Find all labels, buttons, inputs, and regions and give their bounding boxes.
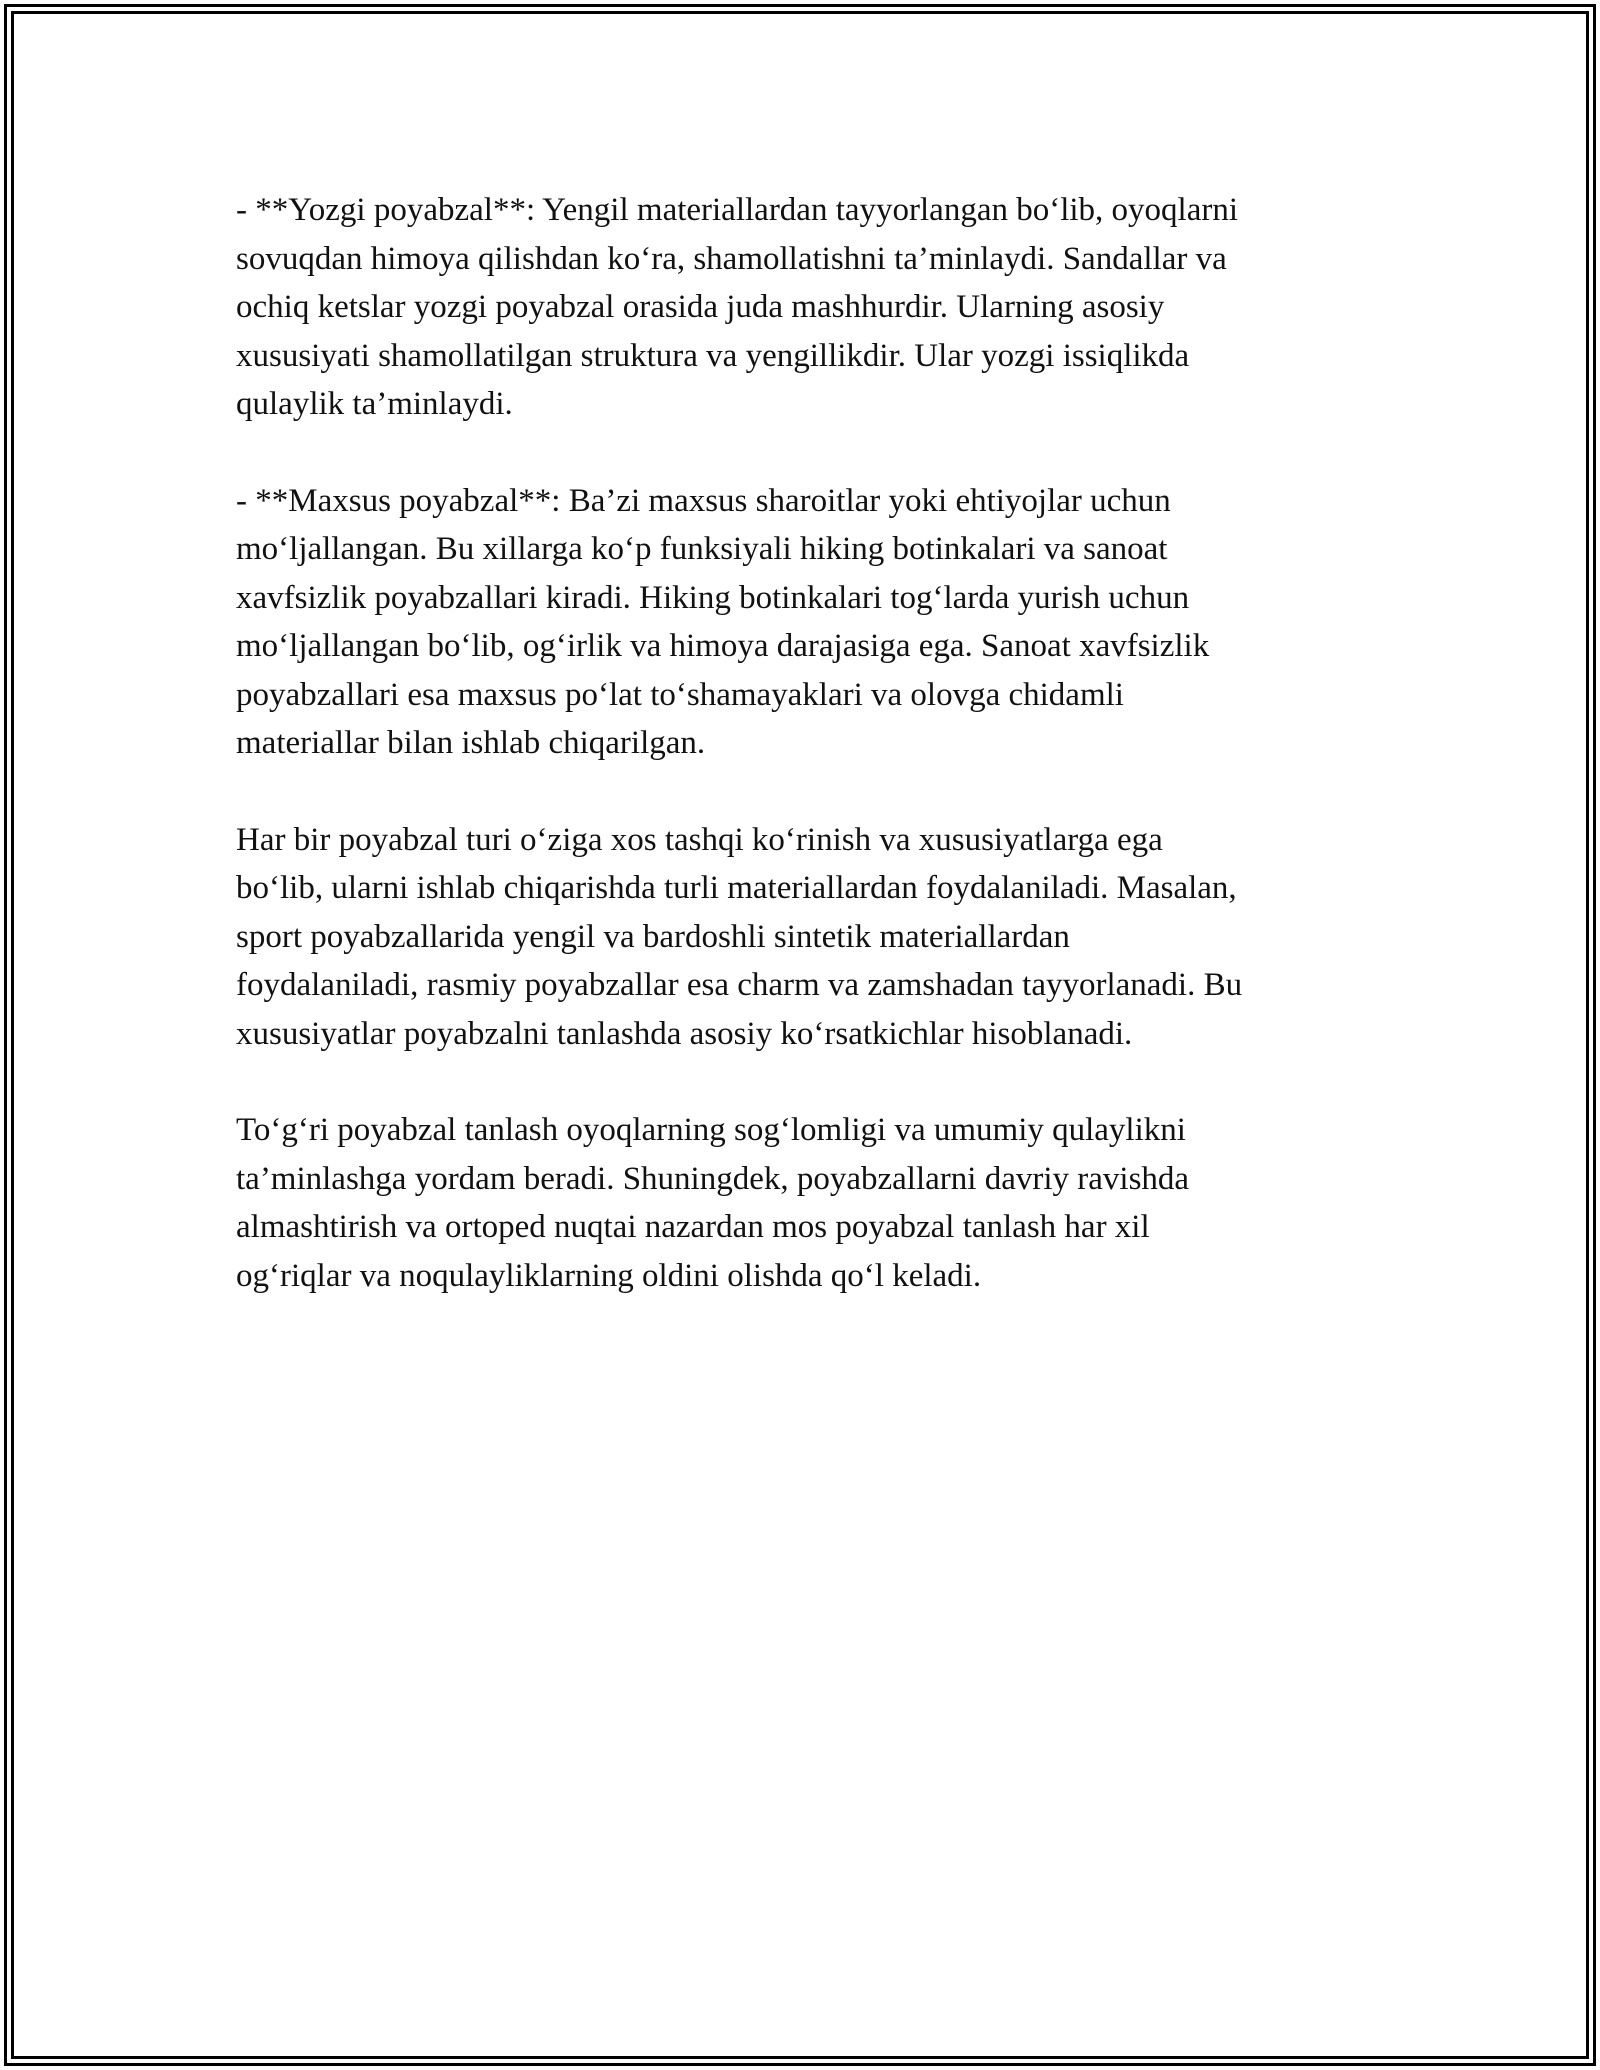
text-line: foydalaniladi, rasmiy poyabzallar esa charm va zamshadan tayyorlanadi. Bu [236,967,1243,1003]
text-line: ta’minlashga yordam beradi. Shuningdek, poyabzallarni davriy ravishda [236,1160,1190,1197]
text-line: - **Yozgi poyabzal**: Yengil materiallardan tayyorlangan bo‘lib, oyoqlarni [236,192,1239,228]
paragraph-footwear-types [236,816,1364,1059]
paragraph-summer-footwear [236,186,1364,429]
text-line: qulaylik ta’minlaydi. [236,386,513,422]
text-line: ochiq ketslar yozgi poyabzal orasida juda mashhurdir. Ularning asosiy [236,289,1165,325]
text-line: xususiyatlar poyabzalni tanlashda asosiy ko‘rsatkichlar hisoblanadi. [236,1015,1133,1052]
text-line: og‘riqlar va noqulayliklarning oldini olishda qo‘l keladi. [236,1257,982,1294]
text-line: sport poyabzallarida yengil va bardoshli sintetik materiallardan [236,918,1070,955]
text-line: To‘g‘ri poyabzal tanlash oyoqlarning sog‘lomligi va umumiy qulaylikni [236,1112,1186,1148]
text-line: sovuqdan himoya qilishdan ko‘ra, shamollatishni ta’minlaydi. Sandallar va [236,240,1227,277]
document-body [236,186,1364,1348]
text-line: xususiyati shamollatilgan struktura va yengillikdir. Ular yozgi issiqlikda [236,337,1190,374]
text-line: materiallar bilan ishlab chiqarilgan. [236,725,706,761]
text-line: bo‘lib, ularni ishlab chiqarishda turli materiallardan foydalaniladi. Masalan, [236,870,1237,906]
paragraph-special-footwear [236,477,1364,768]
text-line: mo‘ljallangan bo‘lib, og‘irlik va himoya darajasiga ega. Sanoat xavfsizlik [236,628,1210,664]
text-line: mo‘ljallangan. Bu xillarga ko‘p funksiyali hiking botinkalari va sanoat [236,531,1168,567]
text-line: xavfsizlik poyabzallari kiradi. Hiking botinkalari tog‘larda yurish uchun [236,579,1190,616]
text-line: - **Maxsus poyabzal**: Ba’zi maxsus sharoitlar yoki ehtiyojlar uchun [236,482,1171,519]
text-line: almashtirish va ortoped nuqtai nazardan mos poyabzal tanlash har xil [236,1209,1150,1245]
text-line: poyabzallari esa maxsus po‘lat to‘shamayaklari va olovga chidamli [236,676,1124,713]
text-line: Har bir poyabzal turi o‘ziga xos tashqi ko‘rinish va xususiyatlarga ega [236,821,1163,858]
paragraph-choosing-footwear [236,1106,1364,1300]
